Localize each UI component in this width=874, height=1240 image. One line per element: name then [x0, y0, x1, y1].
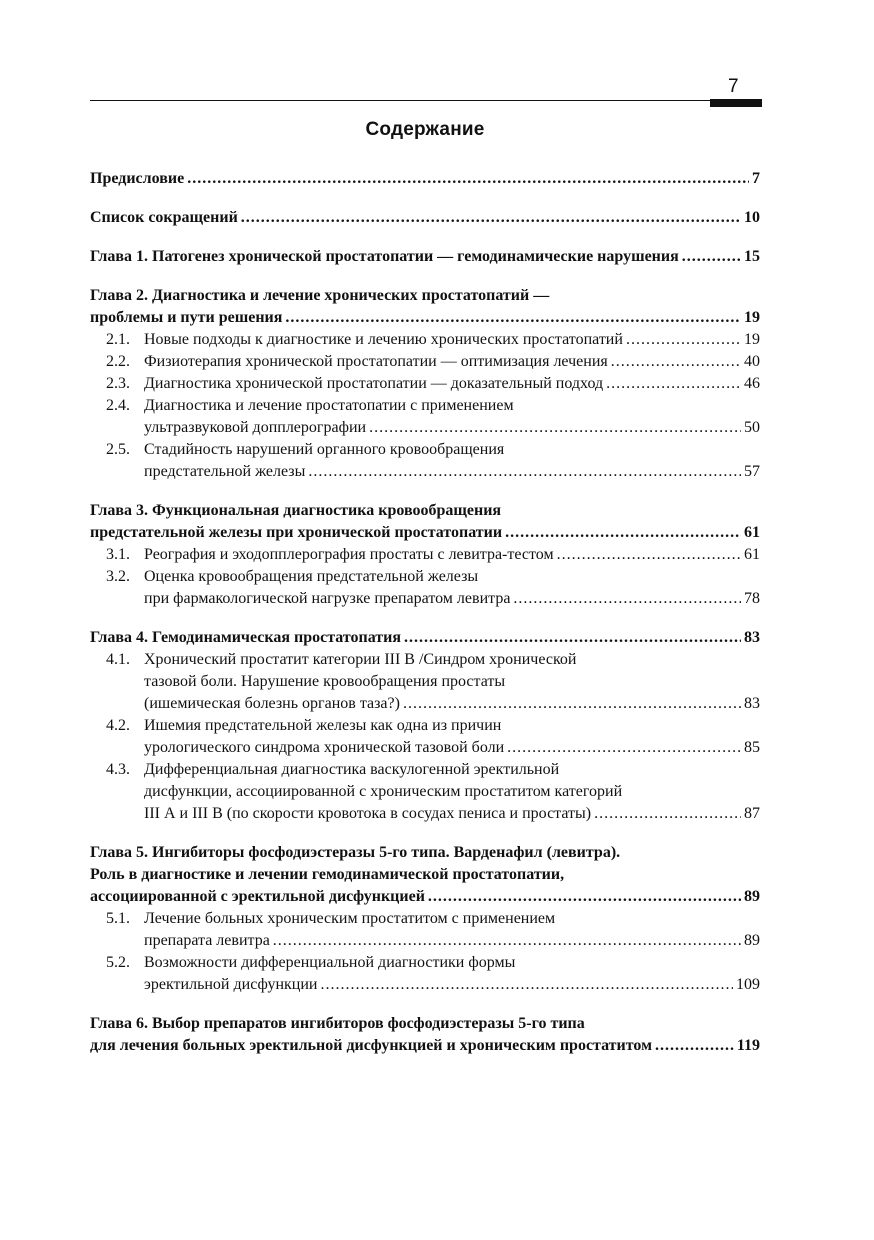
toc-entry-chapter-1[interactable] — [90, 246, 760, 268]
section-title-line — [90, 781, 760, 803]
section-number: 2.1. — [106, 331, 130, 348]
entry-title: Глава 4. Гемодинамическая простатопатия — [90, 629, 402, 646]
toc-chapter-6 — [90, 1013, 760, 1057]
section-list — [90, 908, 760, 996]
entry-page: 89 — [744, 888, 760, 905]
section-number: 3.1. — [106, 546, 130, 563]
section-number: 2.5. — [106, 441, 130, 458]
section-title-line — [90, 439, 760, 461]
toc-chapter-3 — [90, 500, 760, 610]
toc-entry-chapter-5[interactable] — [90, 886, 760, 908]
entry-page: 7 — [752, 170, 760, 187]
section-number: 2.2. — [106, 353, 130, 370]
section-title: при фармакологической нагрузке препаратом левитра — [144, 590, 511, 607]
section-title: Диагностика и лечение простатопатии с применением — [144, 397, 514, 414]
section-number: 4.2. — [106, 717, 130, 734]
section-title: Реография и эходопплерография простаты с левитра-тестом — [144, 546, 554, 563]
toc-chapter-5 — [90, 842, 760, 996]
entry-page: 89 — [744, 932, 760, 949]
toc-entry-abbreviations[interactable] — [90, 207, 760, 229]
section-title: Дифференциальная диагностика васкулогенной эректильной — [144, 761, 560, 778]
section-title-line — [90, 566, 760, 588]
section-number: 5.1. — [106, 910, 130, 927]
toc-section-entry[interactable] — [90, 974, 760, 996]
toc-section-entry[interactable] — [90, 329, 760, 351]
section-title: Ишемия предстательной железы как одна из причин — [144, 717, 502, 734]
section-title: Лечение больных хроническим простатитом с применением — [144, 910, 556, 927]
section-title: тазовой боли. Нарушение кровообращения простаты — [144, 673, 506, 690]
toc-entry-chapter-6[interactable] — [90, 1035, 760, 1057]
section-title-line — [90, 952, 760, 974]
entry-page: 83 — [744, 695, 760, 712]
toc-section-entry[interactable] — [90, 803, 760, 825]
section-title: дисфункции, ассоциированной с хроническим простатитом категорий — [144, 783, 623, 800]
toc-entry-chapter-3[interactable] — [90, 522, 760, 544]
section-number: 3.2. — [106, 568, 130, 585]
section-number: 4.1. — [106, 651, 130, 668]
entry-page: 19 — [744, 331, 760, 348]
section-list — [90, 649, 760, 825]
toc-entry-chapter-4[interactable] — [90, 627, 760, 649]
section-list — [90, 329, 760, 483]
section-title: Физиотерапия хронической простатопатии — оптимизация лечения — [144, 353, 608, 370]
toc-entry-preface[interactable] — [90, 168, 760, 190]
toc-section-entry[interactable] — [90, 930, 760, 952]
toc-chapter-2 — [90, 285, 760, 483]
entry-title: Список сокращений — [90, 209, 238, 226]
entry-title: Предисловие — [90, 170, 185, 187]
toc-section-entry[interactable] — [90, 373, 760, 395]
section-number: 5.2. — [106, 954, 130, 971]
section-title-line — [90, 395, 760, 417]
section-title: Оценка кровообращения предстательной железы — [144, 568, 479, 585]
entry-page: 46 — [744, 375, 760, 392]
toc-section-entry[interactable] — [90, 461, 760, 483]
section-number: 2.3. — [106, 375, 130, 392]
toc-section-entry[interactable] — [90, 693, 760, 715]
section-title-line — [90, 759, 760, 781]
chapter-title-line: Глава 5. Ингибиторы фосфодиэстеразы 5-го типа. Варденафил (левитра). — [90, 844, 621, 861]
entry-page: 78 — [744, 590, 760, 607]
section-title-line — [90, 715, 760, 737]
page-number: 7 — [728, 76, 739, 97]
section-number: 4.3. — [106, 761, 130, 778]
entry-page: 119 — [736, 1037, 760, 1054]
chapter-title-line: Роль в диагностике и лечении гемодинамической простатопатии, — [90, 866, 565, 883]
toc-section-entry[interactable] — [90, 417, 760, 439]
chapter-title-line: Глава 6. Выбор препаратов ингибиторов фосфодиэстеразы 5-го типа — [90, 1015, 585, 1032]
entry-page: 10 — [744, 209, 760, 226]
entry-page: 57 — [744, 463, 760, 480]
section-title: урологического синдрома хронической тазовой боли — [144, 739, 505, 756]
toc-section-entry[interactable] — [90, 351, 760, 373]
entry-page: 85 — [744, 739, 760, 756]
toc-entry-chapter-2[interactable] — [90, 307, 760, 329]
section-number: 2.4. — [106, 397, 130, 414]
section-title: Возможности дифференциальной диагностики формы — [144, 954, 516, 971]
header-rule — [90, 100, 710, 101]
entry-title: ассоциированной с эректильной дисфункцией — [90, 888, 425, 905]
chapter-title-line: Глава 2. Диагностика и лечение хронических простатопатий — — [90, 287, 550, 304]
section-title: III А и III В (по скорости кровотока в сосудах пениса и простаты) — [144, 805, 592, 822]
section-title: ультразвуковой допплерографии — [144, 419, 367, 436]
entry-title: предстательной железы при хронической простатопатии — [90, 524, 503, 541]
section-title-line — [90, 649, 760, 671]
section-title-line — [90, 671, 760, 693]
entry-page: 61 — [744, 546, 760, 563]
table-of-contents — [90, 168, 760, 1074]
section-title: Новые подходы к диагностике и лечению хронических простатопатий — [144, 331, 623, 348]
section-title: Стадийность нарушений органного кровообращения — [144, 441, 505, 458]
toc-section-entry[interactable] — [90, 588, 760, 610]
section-title: (ишемическая болезнь органов таза?) — [144, 695, 400, 712]
entry-page: 87 — [744, 805, 760, 822]
entry-page: 40 — [744, 353, 760, 370]
section-title: предстательной железы — [144, 463, 306, 480]
section-list — [90, 544, 760, 610]
entry-page: 15 — [744, 248, 760, 265]
entry-page: 109 — [736, 976, 760, 993]
section-title-line — [90, 908, 760, 930]
entry-title: Глава 1. Патогенез хронической простатопатии — гемодинамические нарушения — [90, 248, 679, 265]
section-title: Диагностика хронической простатопатии — доказательный подход — [144, 375, 604, 392]
entry-page: 83 — [744, 629, 760, 646]
section-title: Хронический простатит категории III В /Синдром хронической — [144, 651, 577, 668]
entry-page: 61 — [744, 524, 760, 541]
entry-page: 50 — [744, 419, 760, 436]
entry-title: проблемы и пути решения — [90, 309, 283, 326]
section-title: препарата левитра — [144, 932, 270, 949]
entry-title: для лечения больных эректильной дисфункцией и хроническим простатитом — [90, 1037, 652, 1054]
header-bar — [710, 99, 762, 107]
entry-page: 19 — [744, 309, 760, 326]
chapter-title-line: Глава 3. Функциональная диагностика кровообращения — [90, 502, 502, 519]
page-title: Содержание — [365, 119, 485, 140]
section-title: эректильной дисфункции — [144, 976, 318, 993]
toc-section-entry[interactable] — [90, 544, 760, 566]
toc-section-entry[interactable] — [90, 737, 760, 759]
toc-chapter-4 — [90, 627, 760, 825]
